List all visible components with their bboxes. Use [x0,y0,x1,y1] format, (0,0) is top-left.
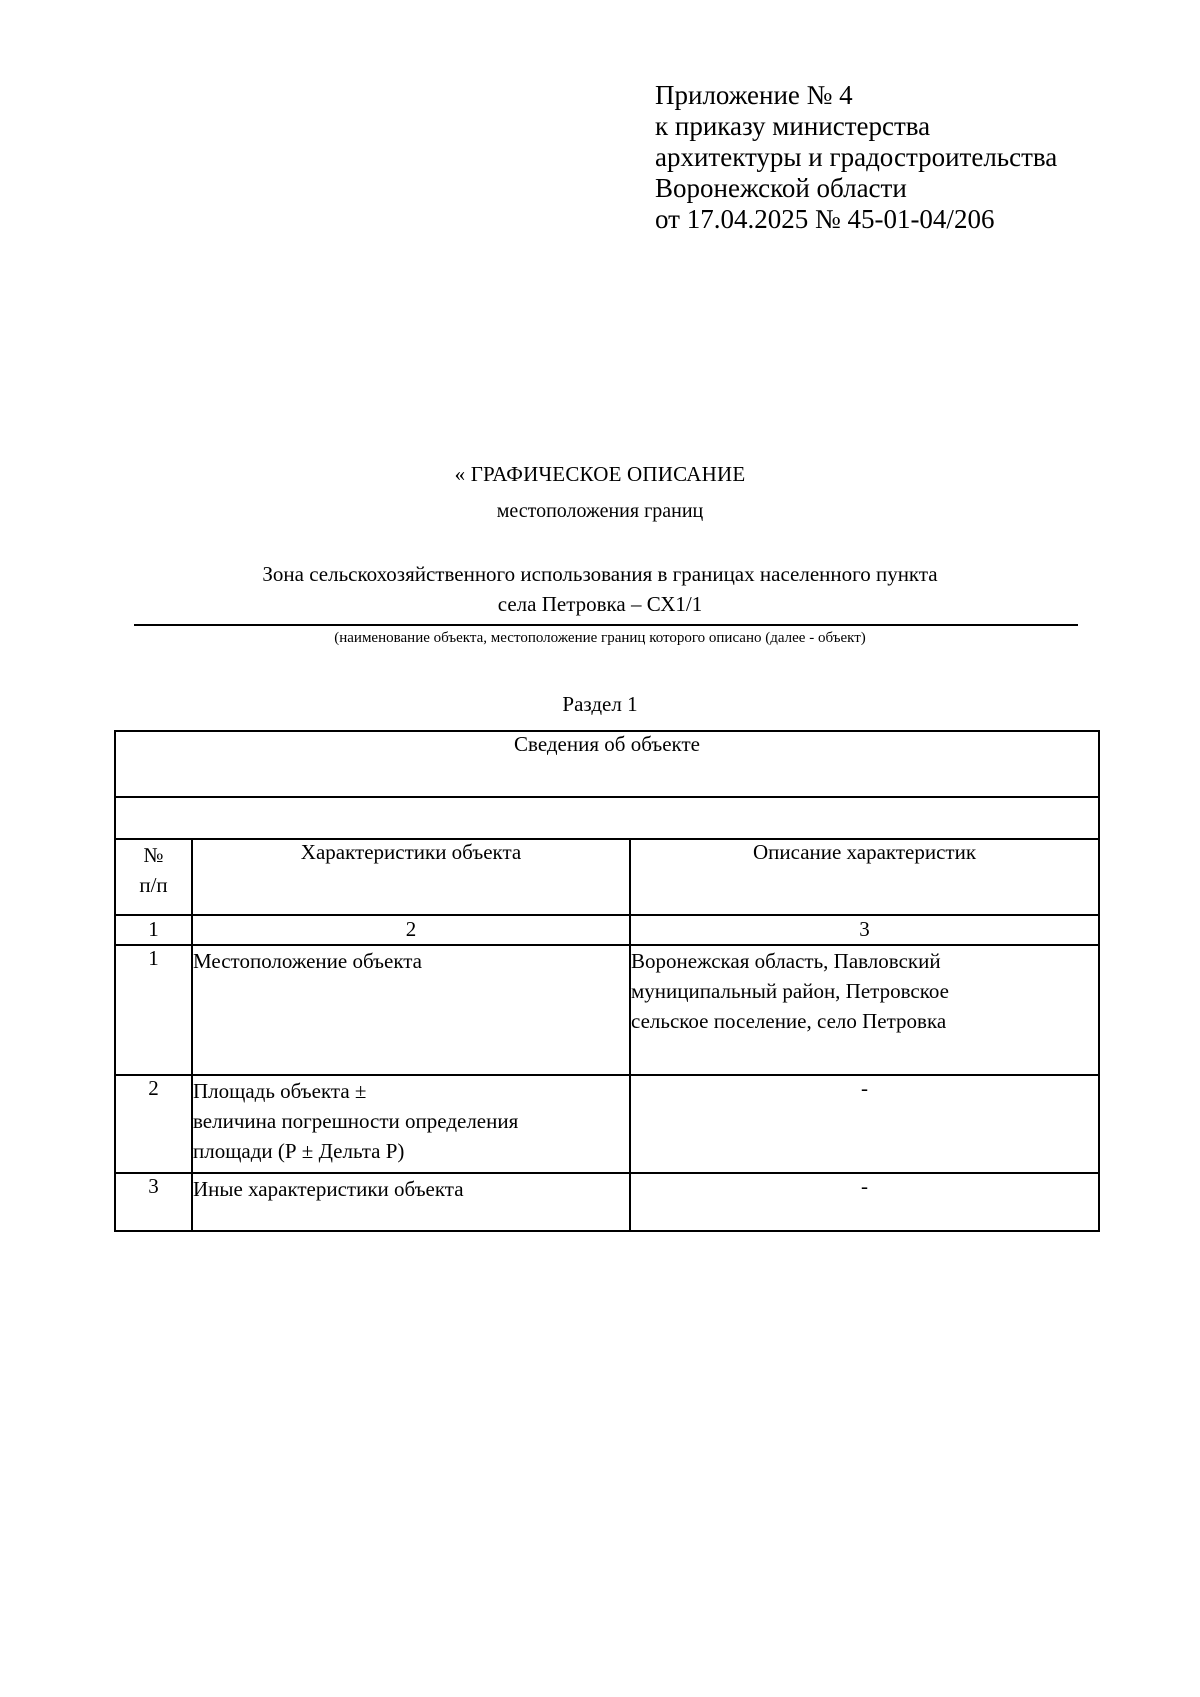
column-header-num-line: № [143,843,164,867]
row-description: - [630,1173,1099,1231]
table-column-header-row [115,839,1099,915]
section-title: Раздел 1 [562,692,638,716]
column-number: 3 [630,915,1099,945]
document-subtitle: местоположения границ [496,500,704,522]
row-number: 2 [115,1075,192,1173]
column-header-num [115,839,192,915]
row-number: 3 [115,1173,192,1231]
object-name-underline [134,624,1078,626]
description-line: сельское поселение, село Петровка [631,1009,947,1033]
object-name-line-2: села Петровка – СХ1/1 [497,592,703,616]
description-line: муниципальный район, Петровское [631,979,949,1003]
appendix-line: архитектуры и градостроительства [655,142,1058,172]
description-line: Воронежская область, Павловский [631,949,941,973]
column-number: 1 [115,915,192,945]
row-characteristic [192,1075,630,1173]
table-row [115,1075,1099,1173]
object-info-table [114,730,1100,1232]
document-title: « ГРАФИЧЕСКОЕ ОПИСАНИЕ [454,462,746,486]
table-row [115,945,1099,1075]
characteristic-line: Иные характеристики объекта [193,1177,464,1201]
appendix-line: Воронежской области [655,173,907,203]
column-header-num-line: п/п [139,873,168,897]
row-characteristic [192,1173,630,1231]
row-characteristic [192,945,630,1075]
appendix-header [655,80,1057,235]
row-description: - [630,1075,1099,1173]
column-header-description: Описание характеристик [630,839,1099,915]
table-heading-row [115,731,1099,797]
table-heading: Сведения об объекте [115,731,1099,797]
characteristic-line: Местоположение объекта [193,949,423,973]
column-number: 2 [192,915,630,945]
appendix-line: от 17.04.2025 № 45-01-04/206 [655,204,995,234]
column-header-characteristics: Характеристики объекта [192,839,630,915]
table-column-numbers-row [115,915,1099,945]
characteristic-line: Площадь объекта ± [193,1079,367,1103]
table-empty-cell [115,797,1099,839]
appendix-line: Приложение № 4 [655,80,853,110]
table-empty-row [115,797,1099,839]
table-row [115,1173,1099,1231]
appendix-line: к приказу министерства [655,111,931,141]
object-name-line-1: Зона сельскохозяйственного использования в границах населенного пункта [262,562,938,586]
row-description [630,945,1099,1075]
object-name-caption: (наименование объекта, местоположение границ которого описано (далее - объект) [334,630,866,646]
characteristic-line: величина погрешности определения [193,1109,519,1133]
row-number: 1 [115,945,192,1075]
characteristic-line: площади (Р ± Дельта Р) [193,1139,405,1163]
